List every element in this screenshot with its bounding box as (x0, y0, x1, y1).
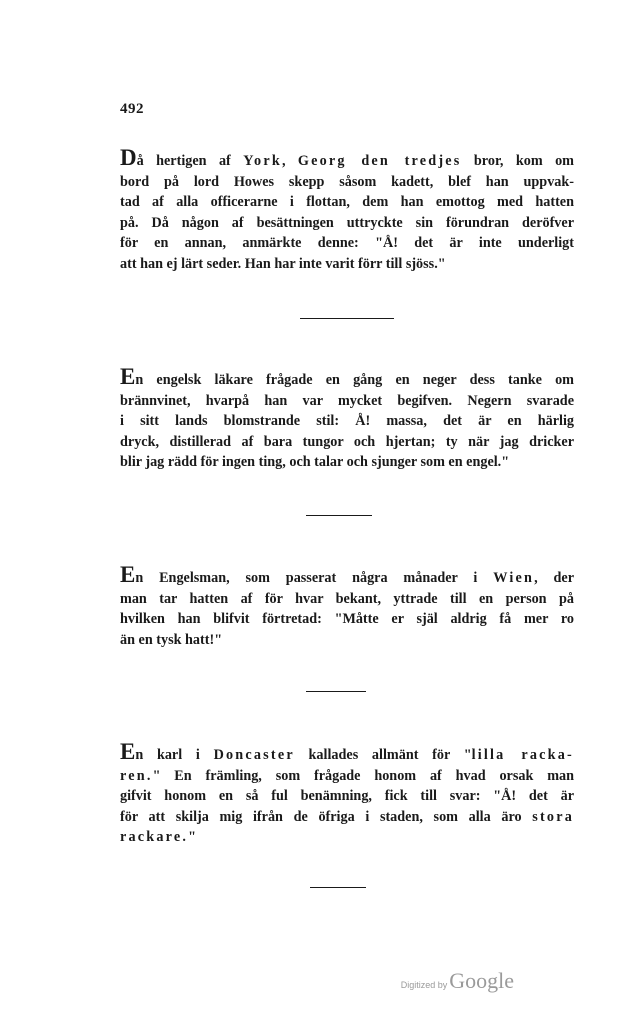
anecdote-engelsk-lakare (120, 364, 574, 473)
text-line: En engelsk läkare frågade en gång en neger dess tanke om (120, 364, 574, 389)
anecdote-doncaster (120, 739, 574, 848)
text-line: gifvit honom en så ful benämning, fick till svar: "Å! det är (120, 788, 574, 805)
drop-cap: D (120, 145, 137, 170)
text-line: rackare." (120, 829, 197, 846)
drop-cap: E (120, 364, 136, 389)
digitized-watermark (401, 968, 514, 994)
text-line: i sitt lands blomstrande stil: Å! massa, det är en härlig (120, 413, 574, 430)
text-line: hvilken han blifvit förtretad: "Måtte er själ aldrig få mer ro (120, 611, 574, 628)
name-doncaster: Doncaster (213, 747, 295, 763)
text-line: En Engelsman, som passerat några månader i Wien, der (120, 562, 574, 587)
watermark-prefix: Digitized by (400, 980, 448, 990)
phrase-stora: stora (532, 808, 574, 825)
text-line: dryck, distillerad af bara tungor och hjertan; ty när jag dricker (120, 433, 574, 450)
section-divider (306, 691, 366, 692)
text-line: man tar hatten af för hvar bekant, yttrade till en person på (120, 590, 574, 607)
text-line: för att skilja mig ifrån de öfriga i staden, som alla äro stora (120, 808, 574, 825)
section-divider (306, 515, 372, 516)
phrase-lilla-rackaren: lilla racka- (471, 747, 574, 763)
google-logo: Google (449, 968, 514, 993)
text-line: brännvinet, hvarpå han var mycket begifven. Negern svarade (120, 392, 574, 409)
text-line: för en annan, anmärkte denne: "Å! det är inte underligt (120, 235, 574, 252)
text-line: blir jag rädd för ingen ting, och talar och sjunger som en engel." (120, 454, 510, 471)
page-number: 492 (120, 101, 144, 117)
text-line: än en tysk hatt!" (120, 631, 223, 648)
phrase-rackare: rackare. (120, 829, 189, 846)
name-georg: Georg den tredjes (297, 153, 462, 169)
drop-cap: E (120, 562, 136, 587)
text-line: bord på lord Howes skepp såsom kadett, blef han uppvak- (120, 173, 574, 190)
section-divider (300, 318, 394, 319)
text-line: ren." En främling, som frågade honom af hvad orsak man (120, 767, 574, 784)
text-line: på. Då någon af besättningen uttryckte sin förundran deröfver (120, 214, 574, 231)
text-line: tad af alla officerarne i flottan, dem han emottog med hatten (120, 194, 574, 211)
anecdote-engelsman-wien (120, 562, 574, 650)
text-line: En karl i Doncaster kallades allmänt för "lilla racka- (120, 739, 574, 764)
drop-cap: E (120, 739, 136, 764)
name-york: York (243, 153, 282, 169)
anecdote-york (120, 145, 575, 275)
text-line: Då hertigen af York, Georg den tredjes bror, kom om (120, 145, 575, 170)
text-line: att han ej lärt seder. Han har inte varit förr till sjöss." (120, 255, 446, 272)
name-wien: Wien (493, 570, 535, 586)
section-divider (310, 887, 366, 888)
